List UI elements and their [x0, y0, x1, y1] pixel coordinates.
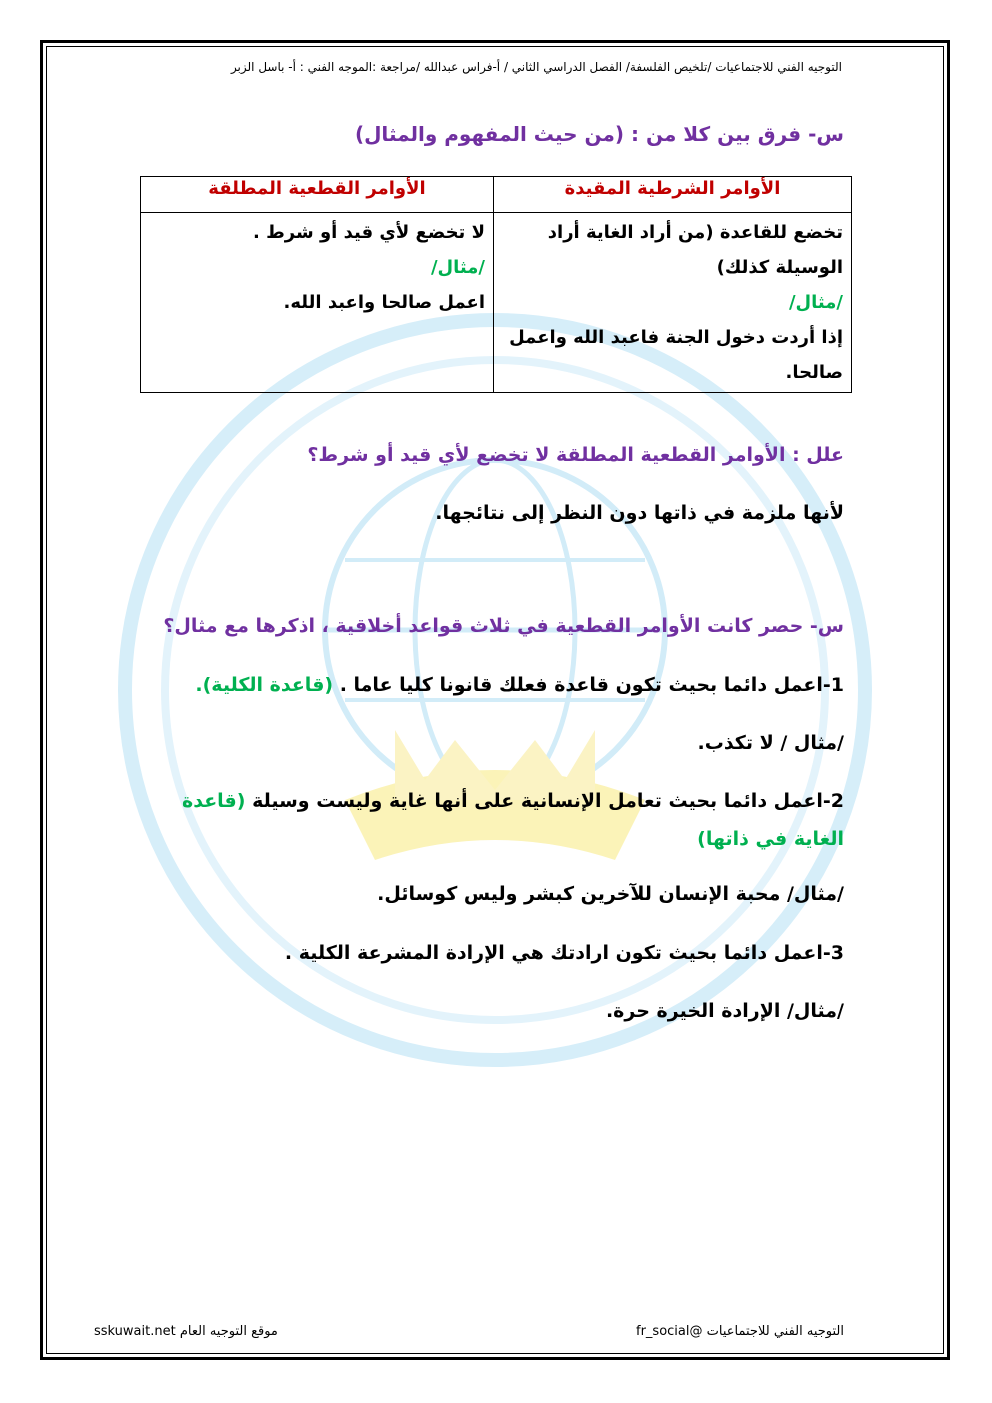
rule1	[195, 674, 844, 696]
col2-example-label: /مثال/	[430, 257, 485, 278]
col1-example-label: /مثال/	[788, 292, 843, 313]
table-row	[141, 213, 852, 393]
footer-website: sskuwait.net موقع التوجيه العام	[94, 1324, 278, 1339]
question2-answer: لأنها ملزمة في ذاتها دون النظر إلى نتائجها.	[435, 502, 844, 524]
comparison-table	[140, 176, 852, 393]
question1-title: س- فرق بين كلا من : (من حيث المفهوم والمثال)	[354, 122, 844, 146]
example3: /مثال/ الإرادة الخيرة حرة.	[605, 1000, 844, 1022]
rule1-text: 1-اعمل دائما بحيث تكون قاعدة فعلك قانونا كليا عاما .	[339, 674, 844, 696]
page-header: التوجيه الفني للاجتماعيات /تلخيص الفلسفة/ الفصل الدراسي الثاني / أ-فراس عبدالله /مراجعة :الموجه الفني : أ- باسل الزبر	[230, 60, 842, 74]
col1-cell	[494, 213, 852, 393]
col2-cell	[141, 213, 494, 393]
col1-example: إذا أردت دخول الجنة فاعبد الله واعمل صالحا.	[509, 327, 843, 383]
question2-title: علل : الأوامر القطعية المطلقة لا تخضع لأي قيد أو شرط؟	[307, 444, 844, 466]
example1: /مثال / لا تكذب.	[697, 732, 844, 754]
question3-title: س- حصر كانت الأوامر القطعية في ثلاث قواعد أخلاقية ، اذكرها مع مثال؟	[163, 615, 844, 637]
footer-social: التوجيه الفني للاجتماعيات @fr_social	[636, 1324, 844, 1339]
rule1-name: (قاعدة الكلية).	[195, 674, 334, 696]
col1-text: تخضع للقاعدة (من أراد الغاية أراد الوسيلة كذلك)	[547, 222, 843, 278]
col2-text: لا تخضع لأي قيد أو شرط .	[253, 222, 485, 243]
rule2-text: 2-اعمل دائما بحيث تعامل الإنسانية على أنها غاية وليست وسيلة	[252, 790, 844, 812]
col2-header: الأوامر القطعية المطلقة	[141, 177, 494, 213]
table-header-row	[141, 177, 852, 213]
col2-example: اعمل صالحا واعبد الله.	[283, 292, 485, 313]
rule3: 3-اعمل دائما بحيث تكون ارادتك هي الإرادة المشرعة الكلية .	[284, 942, 844, 964]
col1-header: الأوامر الشرطية المقيدة	[494, 177, 852, 213]
rule2	[144, 782, 844, 858]
rule2-name: (قاعدة الغاية في ذاتها)	[182, 790, 844, 850]
example2: /مثال/ محبة الإنسان للآخرين كبشر وليس كوسائل.	[377, 883, 844, 905]
